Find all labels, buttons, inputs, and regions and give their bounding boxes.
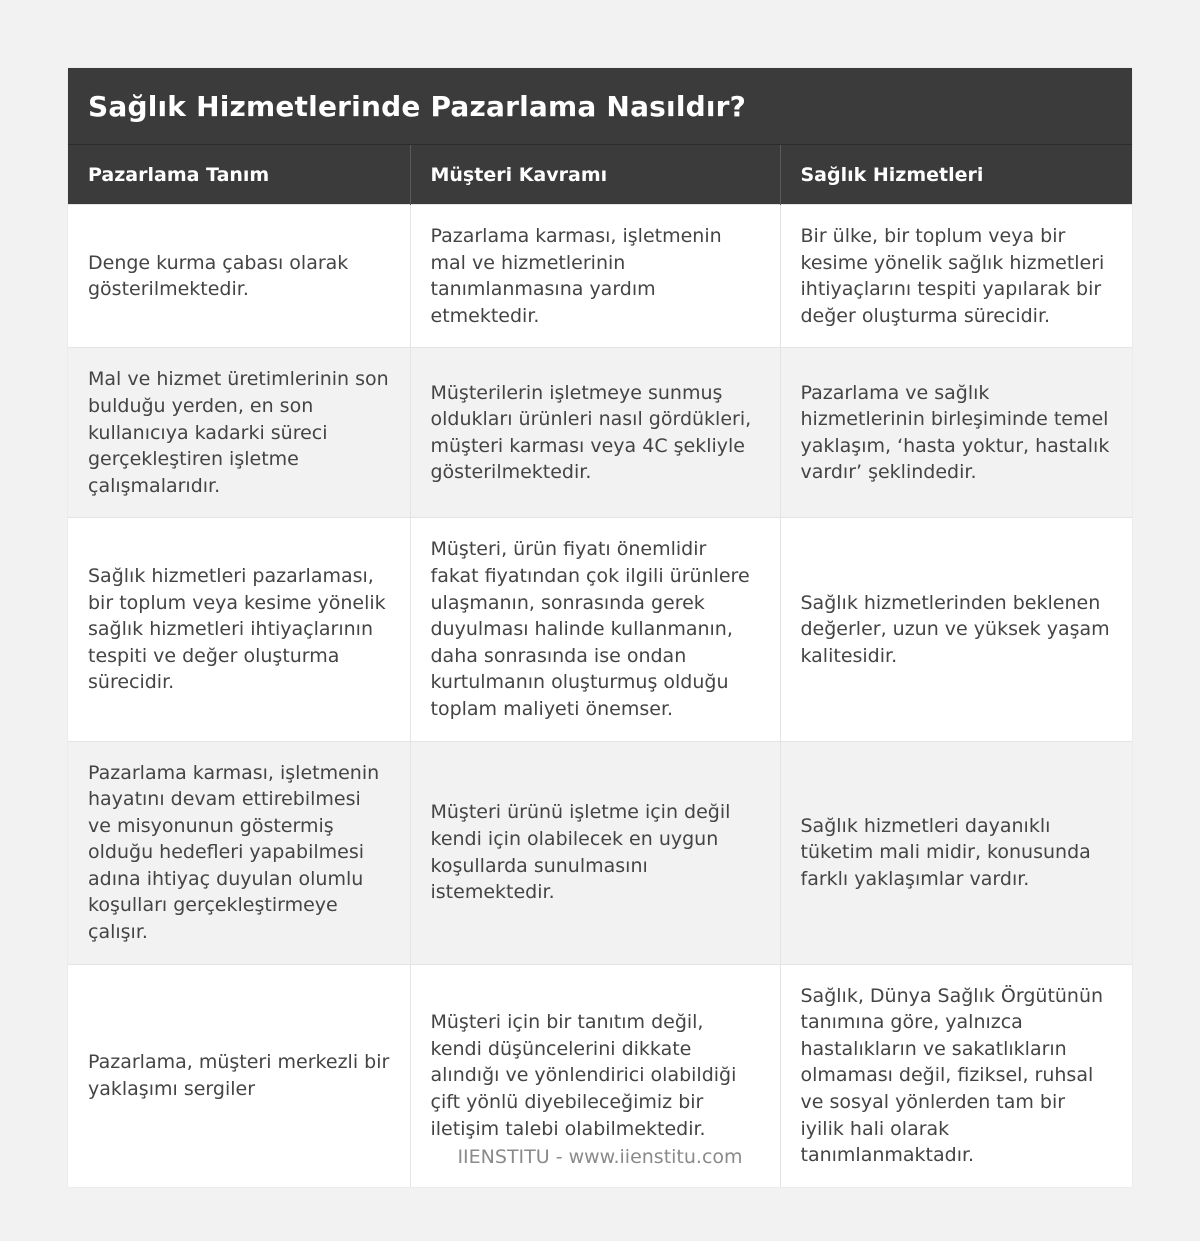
table-header-row	[68, 145, 1132, 205]
table-cell: Müşteri ürünü işletme için değil kendi için olabilecek en uygun koşullarda sunulmasını istemektedir.	[410, 741, 780, 964]
table-row	[68, 741, 1132, 964]
table-cell: Pazarlama karması, işletmenin hayatını devam ettirebilmesi ve misyonunun göstermiş olduğu hedefleri yapabilmesi adına ihtiyaç duyulan olumlu koşulları gerçekleştirmeye çalışır.	[68, 741, 410, 964]
table-cell: Bir ülke, bir toplum veya bir kesime yönelik sağlık hizmetleri ihtiyaçlarını tespiti yapılarak bir değer oluşturma sürecidir.	[780, 205, 1132, 348]
table-cell: Müşteri için bir tanıtım değil, kendi düşüncelerini dikkate alındığı ve yönlendirici olabildiği çift yönlü diyebileceğimiz bir iletişim talebi olabilmektedir.	[410, 964, 780, 1187]
comparison-table	[68, 145, 1132, 1187]
table-row	[68, 205, 1132, 348]
table-cell: Denge kurma çabası olarak gösterilmektedir.	[68, 205, 410, 348]
page-title: Sağlık Hizmetlerinde Pazarlama Nasıldır?	[88, 89, 747, 123]
column-header-saglik-hizmetleri: Sağlık Hizmetleri	[780, 145, 1132, 205]
footer-credit: IIENSTITU - www.iienstitu.com	[457, 1146, 743, 1168]
table-cell: Sağlık hizmetleri pazarlaması, bir toplum veya kesime yönelik sağlık hizmetleri ihtiyaçlarının tespiti ve değer oluşturma sürecidir.	[68, 518, 410, 741]
table-cell: Mal ve hizmet üretimlerinin son bulduğu yerden, en son kullanıcıya kadarki süreci gerçekleştiren işletme çalışmalarıdır.	[68, 348, 410, 518]
table-row	[68, 348, 1132, 518]
title-bar	[68, 68, 1132, 145]
table-row	[68, 518, 1132, 741]
content-card	[68, 68, 1132, 1187]
table-cell: Pazarlama karması, işletmenin mal ve hizmetlerinin tanımlanmasına yardım etmektedir.	[410, 205, 780, 348]
table-cell: Müşterilerin işletmeye sunmuş oldukları ürünleri nasıl gördükleri, müşteri karması veya 4C şekliyle gösterilmektedir.	[410, 348, 780, 518]
table-cell: Sağlık hizmetlerinden beklenen değerler, uzun ve yüksek yaşam kalitesidir.	[780, 518, 1132, 741]
column-header-musteri-kavrami: Müşteri Kavramı	[410, 145, 780, 205]
table-cell: Pazarlama ve sağlık hizmetlerinin birleşiminde temel yaklaşım, ‘hasta yoktur, hastalık vardır’ şeklindedir.	[780, 348, 1132, 518]
column-header-pazarlama-tanim: Pazarlama Tanım	[68, 145, 410, 205]
table-cell: Sağlık hizmetleri dayanıklı tüketim mali midir, konusunda farklı yaklaşımlar vardır.	[780, 741, 1132, 964]
table-cell: Sağlık, Dünya Sağlık Örgütünün tanımına göre, yalnızca hastalıkların ve sakatlıkların olmaması değil, fiziksel, ruhsal ve sosyal yönlerden tam bir iyilik hali olarak tanımlanmaktadır.	[780, 964, 1132, 1187]
table-cell: Müşteri, ürün fiyatı önemlidir fakat fiyatından çok ilgili ürünlere ulaşmanın, sonrasında gerek duyulması halinde kullanmanın, daha sonrasında ise ondan kurtulmanın oluşturmuş olduğu toplam maliyeti önemser.	[410, 518, 780, 741]
table-cell: Pazarlama, müşteri merkezli bir yaklaşımı sergiler	[68, 964, 410, 1187]
